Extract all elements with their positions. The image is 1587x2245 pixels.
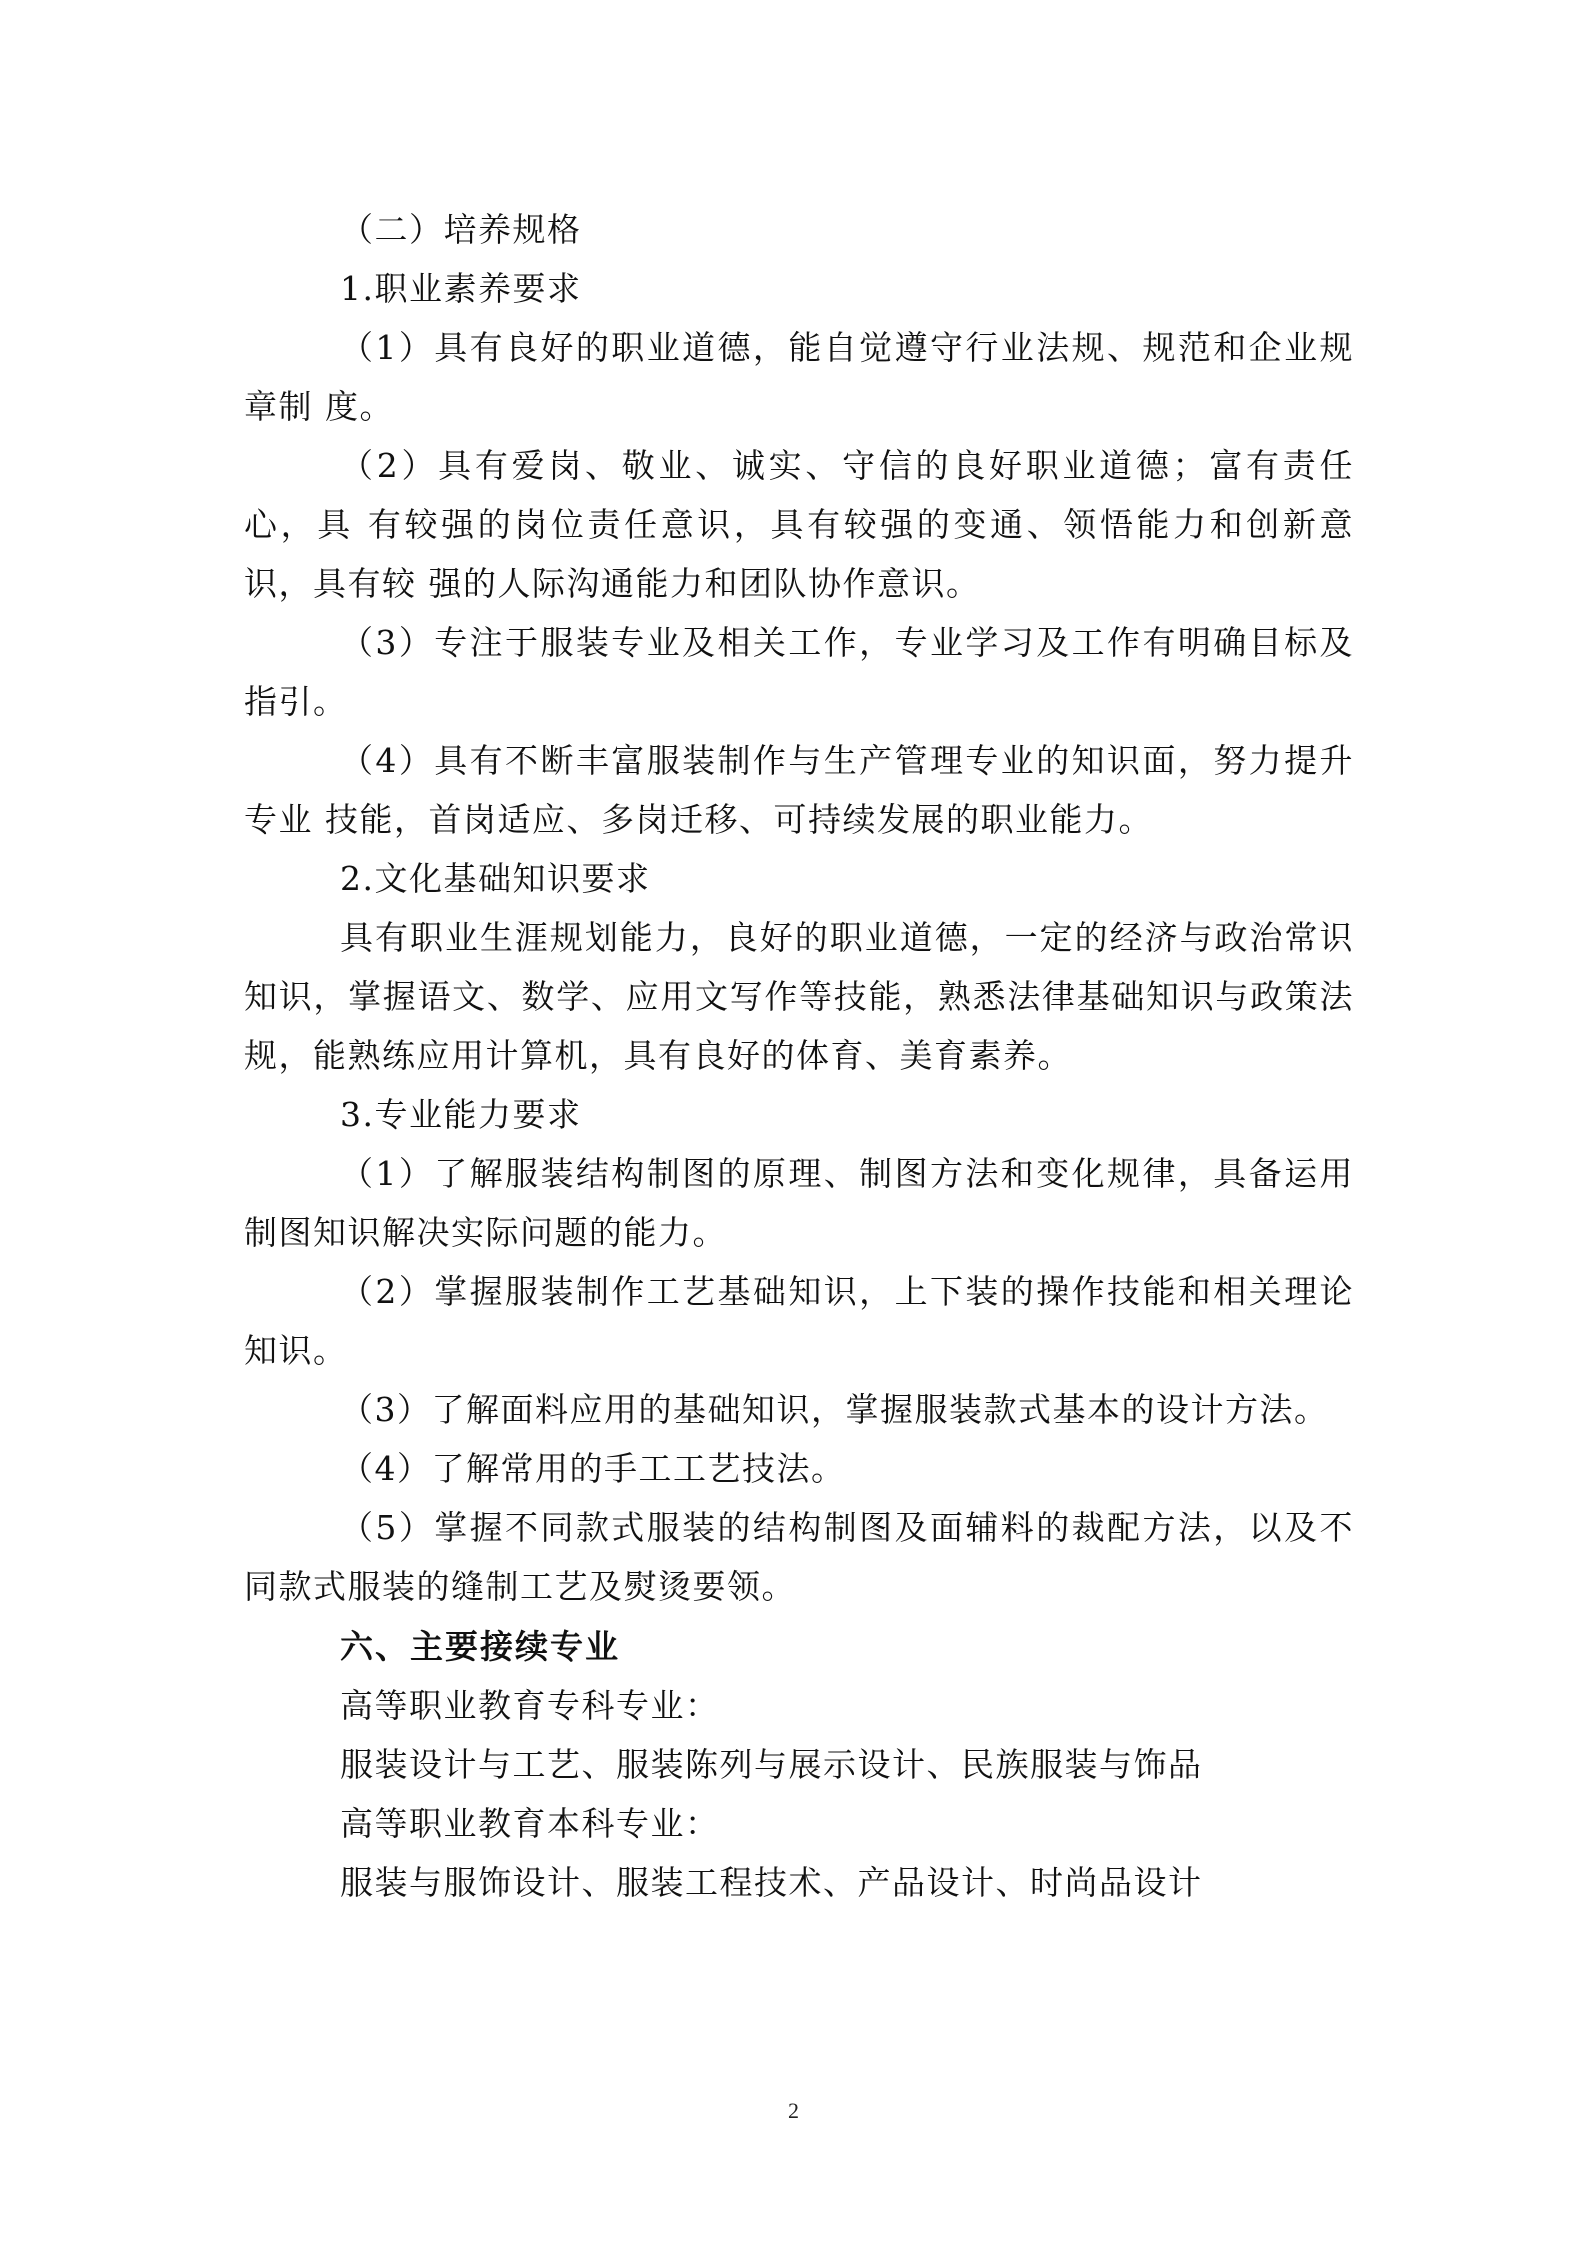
page-number: 2 [788,2098,799,2123]
undergraduate-label: 高等职业教育本科专业： [340,1804,720,1843]
section-title: （二）培养规格 [340,210,582,249]
cultural-knowledge-heading: 2.文化基础知识要求 [340,859,651,898]
professional-ability-item: （2）掌握服装制作工艺基础知识，上下装的操作技能和相关理论知识。 [244,1272,1354,1370]
professional-ability-item: （5）掌握不同款式服装的结构制图及面辅料的裁配方法，以及不同款式服装的缝制工艺及熨烫要领。 [244,1508,1354,1606]
document-body [244,200,1354,1912]
professional-quality-item: （3）专注于服装专业及相关工作，专业学习及工作有明确目标及指引。 [244,623,1354,721]
cultural-knowledge-text: 具有职业生涯规划能力，良好的职业道德，一定的经济与政治常识知识，掌握语文、数学、应用文写作等技能，熟悉法律基础知识与政策法规，能熟练应用计算机，具有良好的体育、美育素养。 [244,918,1354,1075]
vocational-majors: 服装设计与工艺、服装陈列与展示设计、民族服装与饰品 [340,1745,1203,1784]
professional-quality-item: （4）具有不断丰富服装制作与生产管理专业的知识面，努力提升专业 技能，首岗适应、多岗迁移、可持续发展的职业能力。 [244,741,1354,839]
professional-ability-item: （1）了解服装结构制图的原理、制图方法和变化规律，具备运用制图知识解决实际问题的能力。 [244,1154,1354,1252]
professional-ability-item: （3）了解面料应用的基础知识，掌握服装款式基本的设计方法。 [340,1390,1329,1429]
vocational-label: 高等职业教育专科专业： [340,1686,720,1725]
undergraduate-majors: 服装与服饰设计、服装工程技术、产品设计、时尚品设计 [340,1863,1203,1902]
professional-ability-heading: 3.专业能力要求 [340,1095,582,1134]
continuation-heading: 六、主要接续专业 [340,1627,620,1666]
professional-quality-heading: 1.职业素养要求 [340,269,582,308]
professional-ability-item: （4）了解常用的手工工艺技法。 [340,1449,846,1488]
professional-quality-item: （2）具有爱岗、敬业、诚实、守信的良好职业道德；富有责任心，具 有较强的岗位责任意识，具有较强的变通、领悟能力和创新意识，具有较 强的人际沟通能力和团队协作意识。 [244,446,1354,603]
professional-quality-item: （1）具有良好的职业道德，能自觉遵守行业法规、规范和企业规章制 度。 [244,328,1354,426]
